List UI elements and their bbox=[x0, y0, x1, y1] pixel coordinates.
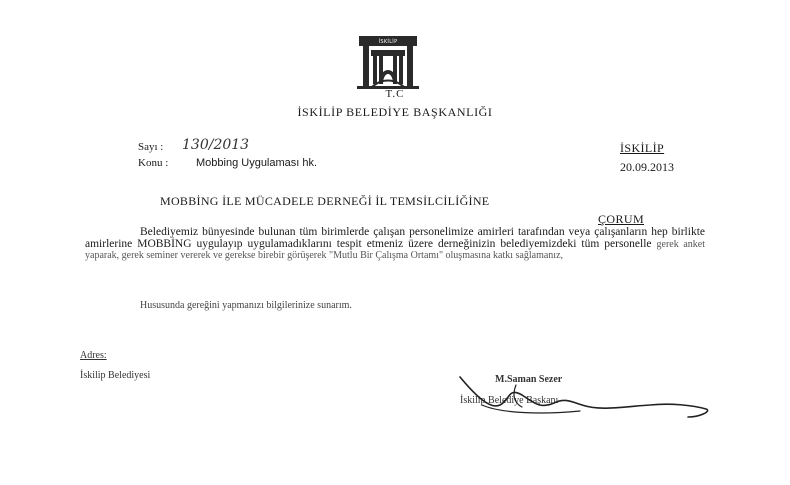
address-value: İskilip Belediyesi bbox=[80, 370, 151, 381]
tc-heading: T.C bbox=[385, 88, 405, 100]
document-date: 20.09.2013 bbox=[620, 160, 674, 174]
signer-name: M.Saman Sezer bbox=[495, 374, 563, 385]
place-city: İSKİLİP bbox=[620, 141, 665, 155]
sayi-value: 130/2013 bbox=[182, 137, 250, 153]
sayi-label: Sayı : bbox=[138, 141, 164, 153]
organization-title: İSKİLİP BELEDİYE BAŞKANLIĞI bbox=[297, 105, 493, 119]
body-paragraph-2: Hususunda gereğini yapmanızı bilgilerinize sunarım. bbox=[140, 300, 352, 311]
konu-label: Konu : bbox=[138, 157, 169, 169]
signer-title: İskilip Belediye Başkanı bbox=[460, 395, 559, 406]
recipient-name: MOBBİNG İLE MÜCADELE DERNEĞİ İL TEMSİLCİLİĞİNE bbox=[160, 194, 490, 208]
address-label: Adres: bbox=[80, 350, 107, 361]
body-paragraph-1-main: Belediyemiz bünyesinde bulunan tüm birimlerde çalışan personelimize amirleri tarafından veya çalışanların hep birlikte amirlerine MOBBİNG uygulayıp uygulamadıklarını tespit etmeniz üzere derneğinizin belediyemizdeki tüm personelle bbox=[85, 226, 705, 250]
body-paragraph-1 bbox=[85, 227, 705, 262]
recipient-city: ÇORUM bbox=[598, 212, 645, 226]
handwritten-signature-icon bbox=[430, 365, 720, 435]
municipality-logo bbox=[357, 32, 419, 90]
body-paragraph-1-faded: gerek anket yaparak, gerek seminer vererek ve gerekse birebir görüşerek "Mutlu Bir Çalışma Ortamı" oluşmasına katkı sağlamanız, bbox=[85, 238, 705, 261]
logo-text: İSKİLİP bbox=[378, 39, 398, 45]
konu-value: Mobbing Uygulaması hk. bbox=[196, 157, 318, 169]
